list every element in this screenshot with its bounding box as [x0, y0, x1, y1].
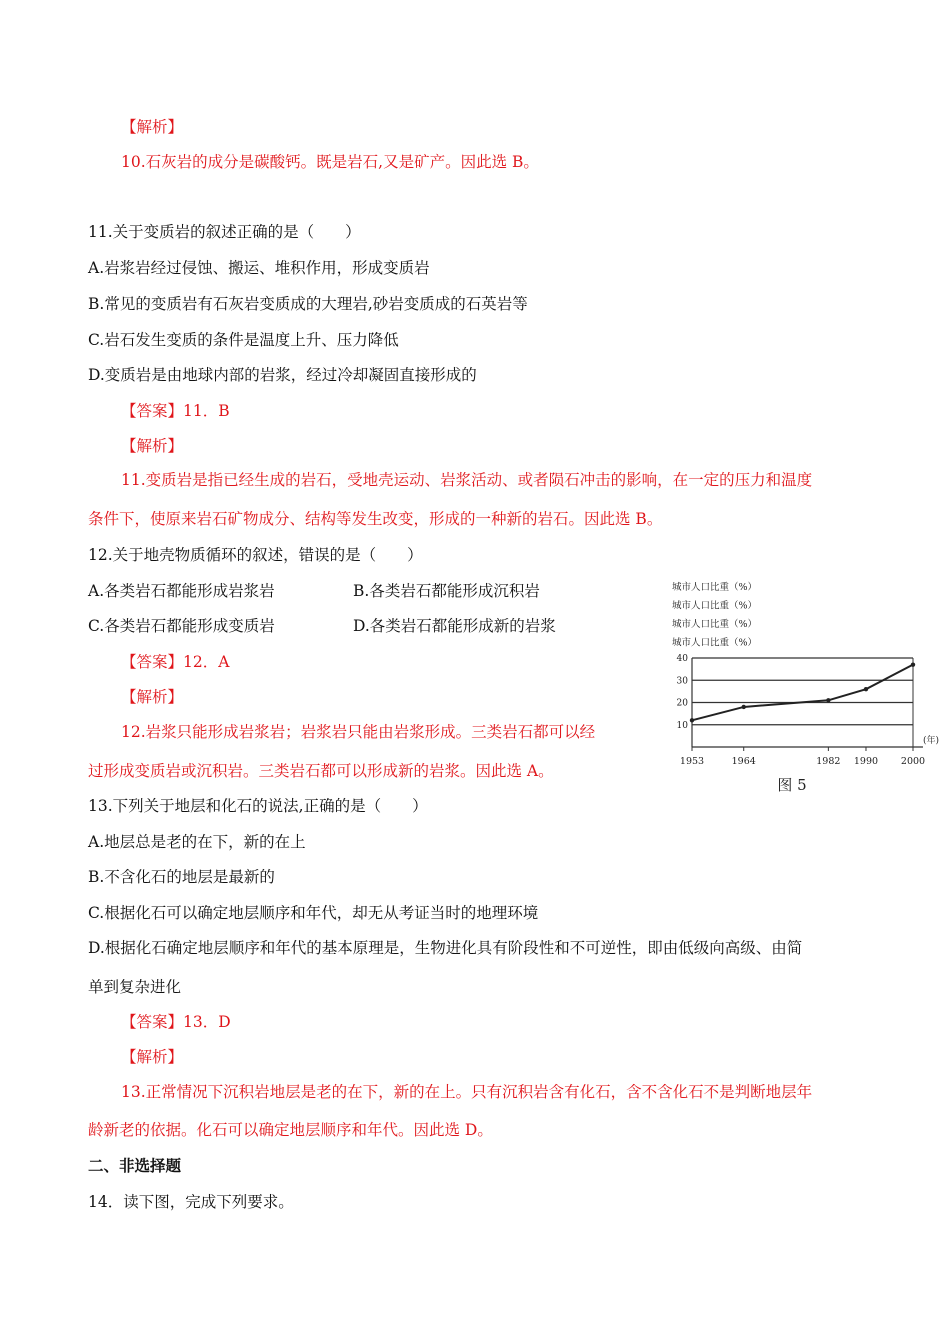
chart-x-tick-label: 1964 — [731, 756, 756, 767]
analysis-text-11a: 11.变质岩是指已经生成的岩石，受地壳运动、岩浆活动、或者陨石冲击的影响，在一定的压力和温度 — [121, 471, 813, 489]
chart-header-line: 城市人口比重（%） — [672, 637, 758, 649]
chart-header-line: 城市人口比重（%） — [672, 619, 758, 630]
analysis-text-12a: 12.岩浆只能形成岩浆岩；岩浆岩只能由岩浆形成。三类岩石都可以经 — [121, 723, 596, 741]
q13-option-b: B.不含化石的地层是最新的 — [88, 868, 275, 886]
q12-option-a: A.各类岩石都能形成岩浆岩 — [88, 582, 275, 600]
question-14: 14．读下图，完成下列要求。 — [88, 1193, 294, 1211]
chart-x-unit: (年) — [922, 736, 940, 746]
section-heading-non-choice: 二、非选择题 — [88, 1156, 182, 1175]
q12-option-c: C.各类岩石都能形成变质岩 — [88, 617, 275, 635]
chart-y-tick-label: 20 — [676, 698, 688, 709]
chart-y-tick-label: 40 — [676, 654, 688, 664]
q11-option-a: A.岩浆岩经过侵蚀、搬运、堆积作用，形成变质岩 — [88, 259, 430, 277]
chart-y-tick-label: 10 — [676, 720, 688, 731]
answer-13: 【答案】13．D — [121, 1013, 231, 1031]
q11-option-b: B.常见的变质岩有石灰岩变质成的大理岩,砂岩变质成的石英岩等 — [88, 295, 528, 313]
analysis-label-13: 【解析】 — [121, 1048, 184, 1066]
q13-option-d-line2: 单到复杂进化 — [88, 978, 182, 996]
chart-x-tick-label: 1953 — [679, 756, 705, 767]
chart-header-line: 城市人口比重（%） — [672, 582, 758, 593]
chart-data-point — [690, 718, 694, 722]
q13-option-c: C.根据化石可以确定地层顺序和年代，却无从考证当时的地理环境 — [88, 904, 539, 922]
analysis-label-10: 【解析】 — [121, 118, 184, 136]
q13-option-a: A.地层总是老的在下，新的在上 — [88, 833, 306, 851]
answer-12: 【答案】12．A — [121, 653, 230, 671]
q12-option-d: D.各类岩石都能形成新的岩浆 — [353, 617, 556, 635]
chart-x-tick-label: 1990 — [853, 756, 879, 767]
analysis-text-13b: 龄新老的依据。化石可以确定地层顺序和年代。因此选 D。 — [88, 1121, 493, 1139]
chart-x-tick-label: 2000 — [900, 756, 926, 767]
urban-population-chart — [664, 574, 950, 800]
analysis-text-13a: 13.正常情况下沉积岩地层是老的在下，新的在上。只有沉积岩含有化石，含不含化石不是判断地层年 — [121, 1083, 813, 1101]
analysis-text-11b: 条件下，使原来岩石矿物成分、结构等发生改变，形成的一种新的岩石。因此选 B。 — [88, 510, 663, 528]
chart-x-tick-label: 1982 — [816, 756, 841, 767]
analysis-text-10: 10.石灰岩的成分是碳酸钙。既是岩石,又是矿产。因此选 B。 — [121, 153, 539, 171]
q11-option-c: C.岩石发生变质的条件是温度上升、压力降低 — [88, 331, 399, 349]
chart-data-point — [864, 687, 868, 691]
chart-series-line — [692, 665, 913, 721]
analysis-text-12b: 过形成变质岩或沉积岩。三类岩石都可以形成新的岩浆。因此选 A。 — [88, 762, 554, 780]
question-13: 13.下列关于地层和化石的说法,正确的是（ ） — [88, 797, 428, 815]
q11-option-d: D.变质岩是由地球内部的岩浆，经过冷却凝固直接形成的 — [88, 366, 477, 384]
chart-data-point — [742, 705, 746, 709]
chart-data-point — [826, 698, 830, 702]
q13-option-d-line1: D.根据化石确定地层顺序和年代的基本原理是，生物进化具有阶段性和不可逆性，即由低级向高级、由简 — [88, 939, 803, 957]
chart-caption: 图 5 — [777, 776, 807, 794]
question-11: 11.关于变质岩的叙述正确的是（ ） — [88, 223, 361, 241]
chart-data-point — [911, 662, 915, 666]
q12-option-b: B.各类岩石都能形成沉积岩 — [353, 582, 540, 600]
chart-header-line: 城市人口比重（%） — [672, 600, 758, 612]
analysis-label-12: 【解析】 — [121, 688, 184, 706]
question-12: 12.关于地壳物质循环的叙述，错误的是（ ） — [88, 546, 423, 564]
answer-11: 【答案】11．B — [121, 402, 230, 420]
chart-y-tick-label: 30 — [676, 676, 688, 687]
analysis-label-11: 【解析】 — [121, 437, 184, 455]
